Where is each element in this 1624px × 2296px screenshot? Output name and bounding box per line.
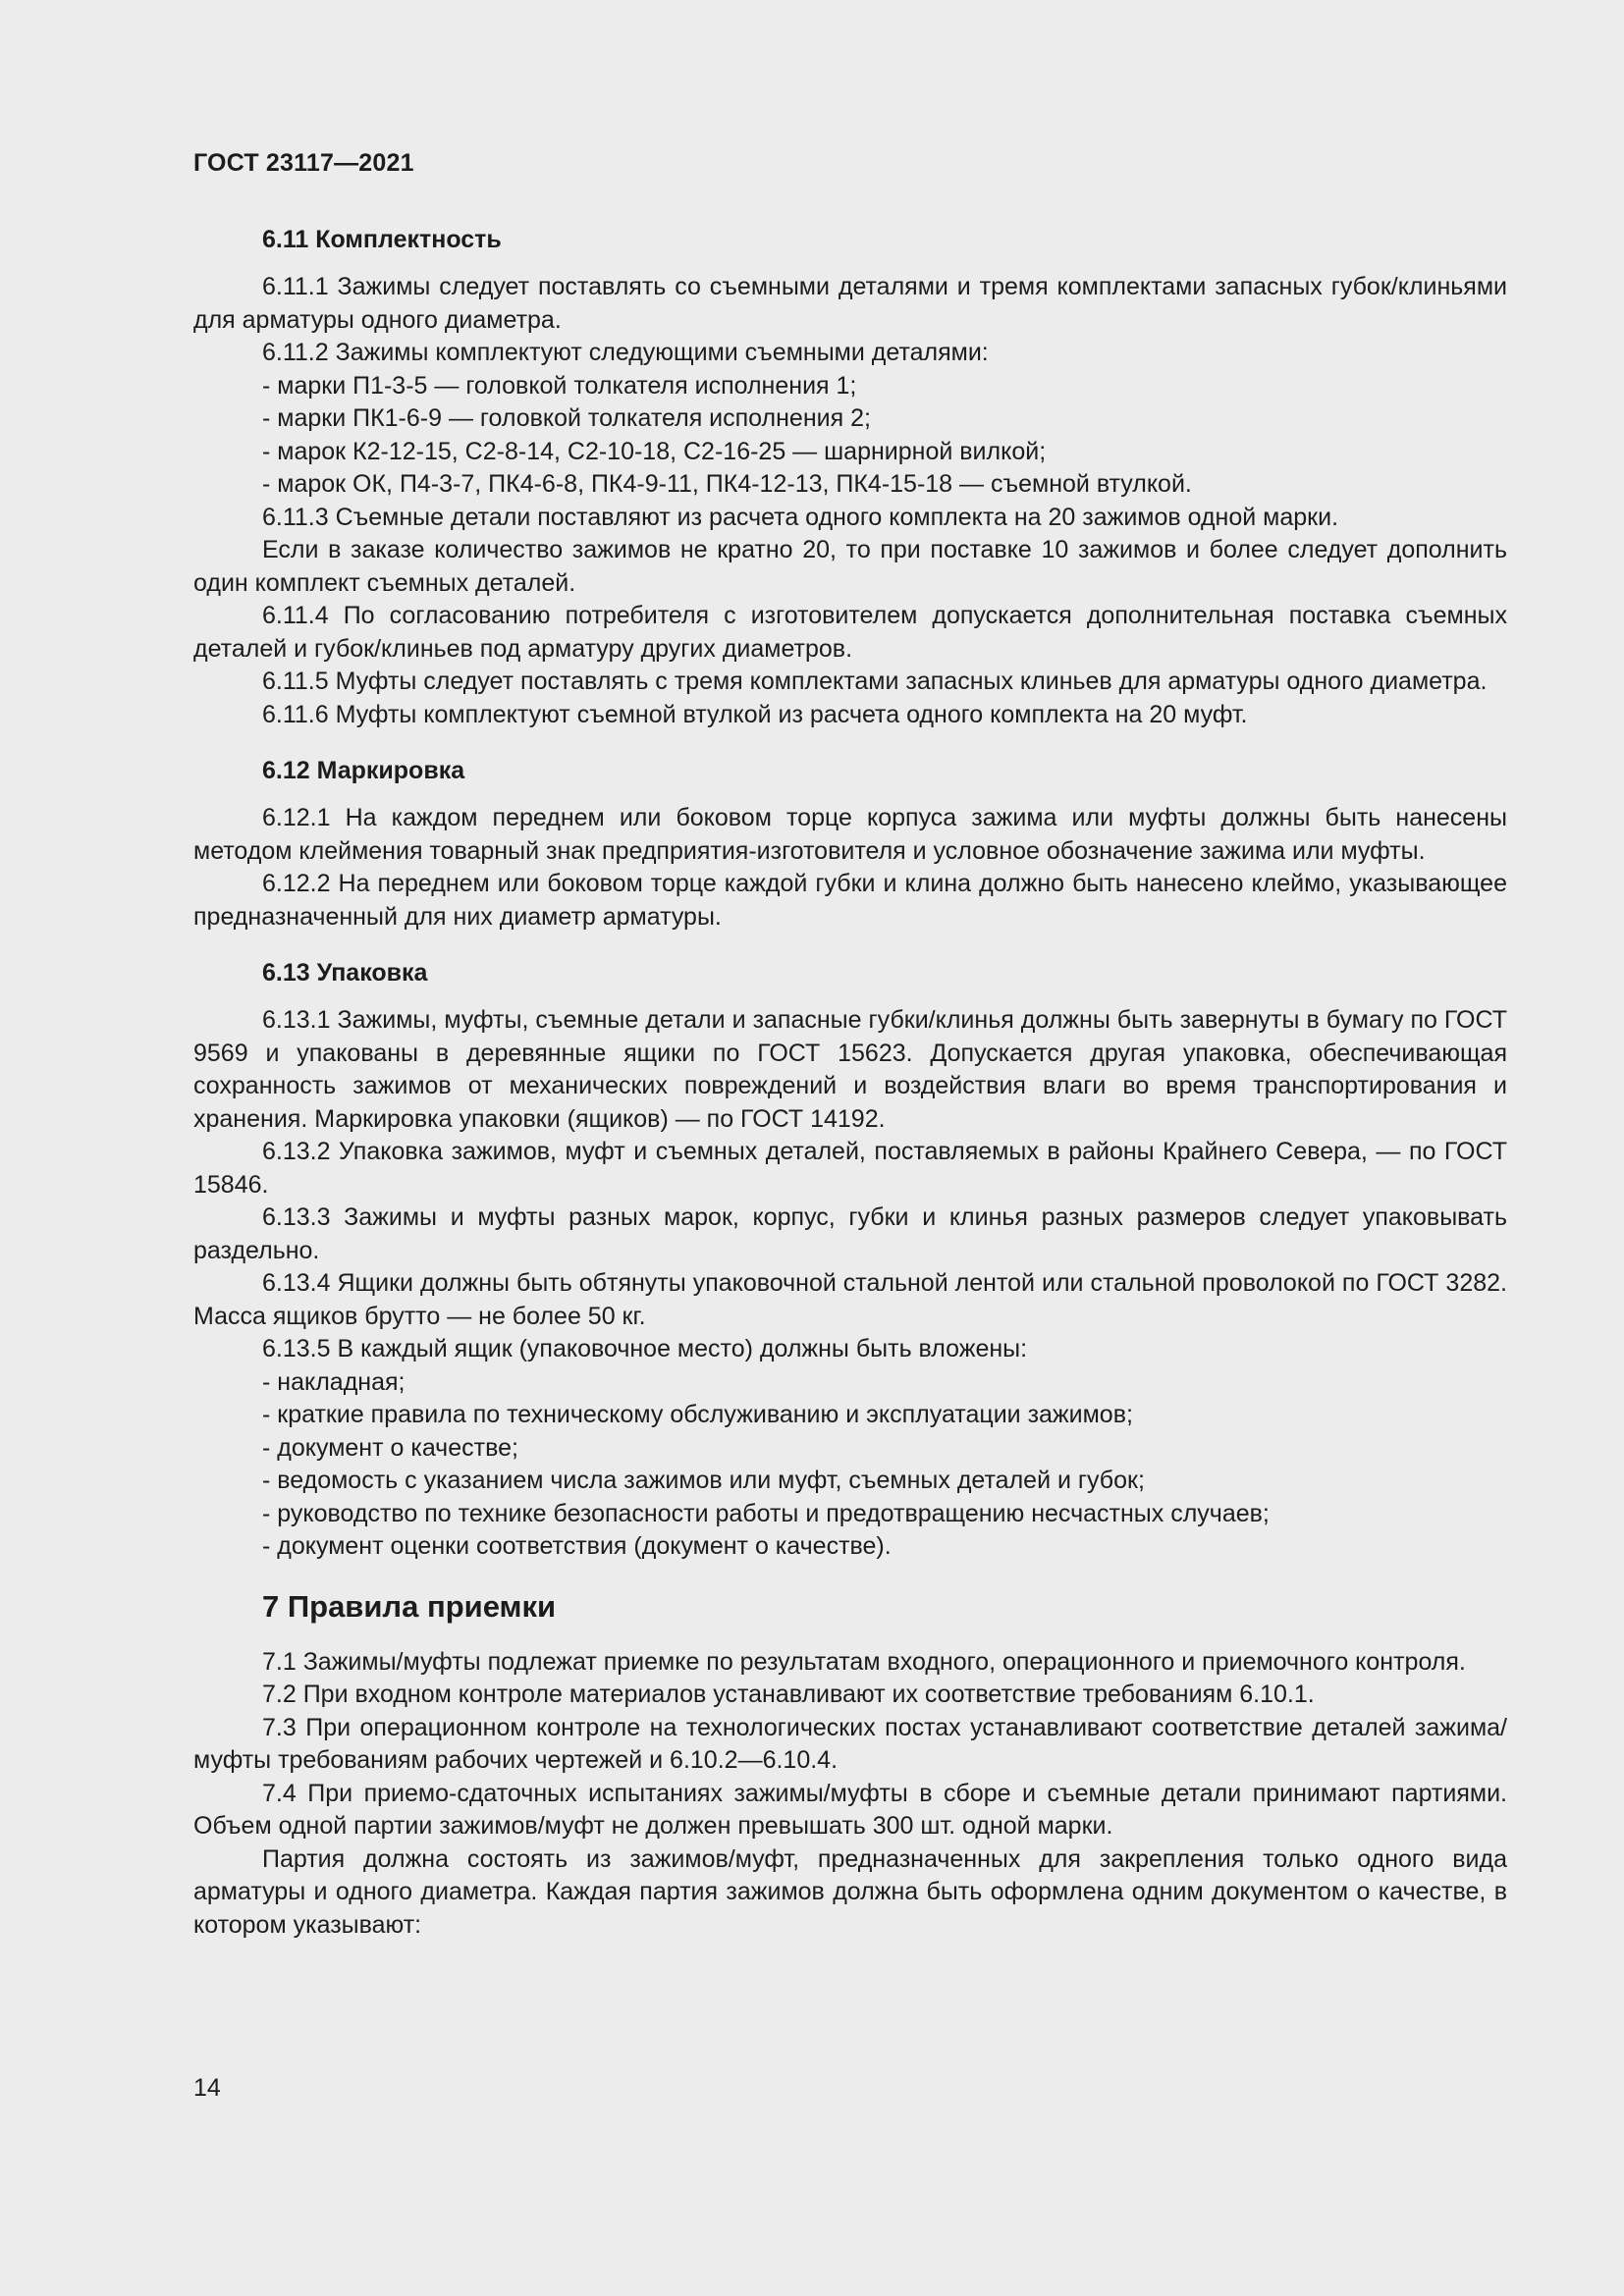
- section-heading: 6.13 Упаковка: [262, 959, 428, 987]
- paragraph: 6.12.2 На переднем или боковом торце каждой губки и клина должно быть нанесено клеймо, указывающее предназначенный для них диаметр арматуры.: [193, 870, 1507, 931]
- paragraph: 7.2 При входном контроле материалов устанавливают их соответствие требованиям 6.10.1.: [262, 1681, 1315, 1708]
- section-6-13: [193, 957, 1507, 1564]
- list-item: - документ оценки соответствия (документ о качестве).: [262, 1532, 892, 1560]
- paragraph: Партия должна состоять из зажимов/муфт, предназначенных для закрепления только одного вида арматуры и одного диаметра. Каждая партия зажимов должна быть оформлена одним документом о качестве, в котором указывают:: [193, 1844, 1507, 1939]
- paragraph: 6.11.5 Муфты следует поставлять с тремя комплектами запасных клиньев для арматуры одного диаметра.: [262, 667, 1488, 695]
- section-heading: 6.12 Маркировка: [262, 757, 465, 784]
- list-item: - марки П1-3-5 — головкой толкателя исполнения 1;: [262, 371, 857, 400]
- paragraph: Если в заказе количество зажимов не кратно 20, то при поставке 10 зажимов и более следует дополнить один комплект съемных деталей.: [193, 536, 1507, 597]
- paragraph: 7.4 При приемо-сдаточных испытаниях зажимы/муфты в сборе и съемные детали принимают партиями. Объем одной партии зажимов/муфт не должен превышать 300 шт. одной марки.: [193, 1779, 1507, 1840]
- chapter-heading: 7 Правила приемки: [262, 1588, 557, 1624]
- list-item: - накладная;: [262, 1367, 406, 1396]
- paragraph: 6.13.4 Ящики должны быть обтянуты упаковочной стальной лентой или стальной проволокой по ГОСТ 3282. Масса ящиков брутто — не более 50 кг.: [193, 1269, 1507, 1330]
- paragraph: 6.11.3 Съемные детали поставляют из расчета одного комплекта на 20 зажимов одной марки.: [262, 503, 1339, 531]
- list-item: - ведомость с указанием числа зажимов или муфт, съемных деталей и губок;: [262, 1467, 1145, 1494]
- paragraph: 6.11.1 Зажимы следует поставлять со съемными деталями и тремя комплектами запасных губок/клиньями для арматуры одного диаметра.: [193, 273, 1507, 334]
- paragraph: 6.13.3 Зажимы и муфты разных марок, корпус, губки и клинья разных размеров следует упаковывать раздельно.: [193, 1203, 1507, 1264]
- paragraph: 6.11.6 Муфты комплектуют съемной втулкой из расчета одного комплекта на 20 муфт.: [262, 700, 1248, 728]
- page-number: 14: [193, 2074, 221, 2102]
- list-item: - марок К2-12-15, С2-8-14, С2-10-18, С2-16-25 — шарнирной вилкой;: [262, 437, 1047, 465]
- section-6-11: [193, 224, 1507, 731]
- paragraph: 6.13.5 В каждый ящик (упаковочное место) должны быть вложены:: [262, 1335, 1028, 1362]
- section-6-12: [193, 755, 1507, 934]
- list-item: - документ о качестве;: [262, 1433, 518, 1462]
- list-item: - руководство по технике безопасности работы и предотвращению несчастных случаев;: [262, 1499, 1270, 1527]
- paragraph: 6.11.2 Зажимы комплектуют следующими съемными деталями:: [262, 339, 989, 366]
- list-item: - краткие правила по техническому обслуживанию и эксплуатации зажимов;: [262, 1401, 1133, 1428]
- document-body: [193, 224, 1507, 1942]
- paragraph: 6.13.2 Упаковка зажимов, муфт и съемных деталей, поставляемых в районы Крайнего Севера, — по ГОСТ 15846.: [193, 1138, 1507, 1199]
- document-code-header: ГОСТ 23117—2021: [193, 149, 414, 177]
- section-7: [193, 1587, 1507, 1943]
- section-heading: 6.11 Комплектность: [262, 226, 502, 253]
- paragraph: 6.11.4 По согласованию потребителя с изготовителем допускается дополнительная поставка съемных деталей и губок/клиньев под арматуру других диаметров.: [193, 602, 1507, 663]
- list-item: - марки ПК1-6-9 — головкой толкателя исполнения 2;: [262, 404, 871, 432]
- list-item: - марок ОК, П4-3-7, ПК4-6-8, ПК4-9-11, ПК4-12-13, ПК4-15-18 — съемной втулкой.: [262, 470, 1192, 498]
- paragraph: 6.13.1 Зажимы, муфты, съемные детали и запасные губки/клинья должны быть завернуты в бумагу по ГОСТ 9569 и упакованы в деревянные ящики по ГОСТ 15623. Допускается другая упаковка, обеспечивающая сохранность зажимов от механических повреждений и воздействия влаги во время транспортирования и хранения. Маркировка упаковки (ящиков) — по ГОСТ 14192.: [193, 1006, 1507, 1133]
- paragraph: 7.1 Зажимы/муфты подлежат приемке по результатам входного, операционного и приемочного контроля.: [262, 1647, 1466, 1676]
- paragraph: 7.3 При операционном контроле на технологических постах устанавливают соответствие деталей зажима/муфты требованиям рабочих чертежей и 6.10.2—6.10.4.: [193, 1713, 1507, 1774]
- paragraph: 6.12.1 На каждом переднем или боковом торце корпуса зажима или муфты должны быть нанесены методом клеймения товарный знак предприятия-изготовителя и условное обозначение зажима или муфты.: [193, 804, 1507, 865]
